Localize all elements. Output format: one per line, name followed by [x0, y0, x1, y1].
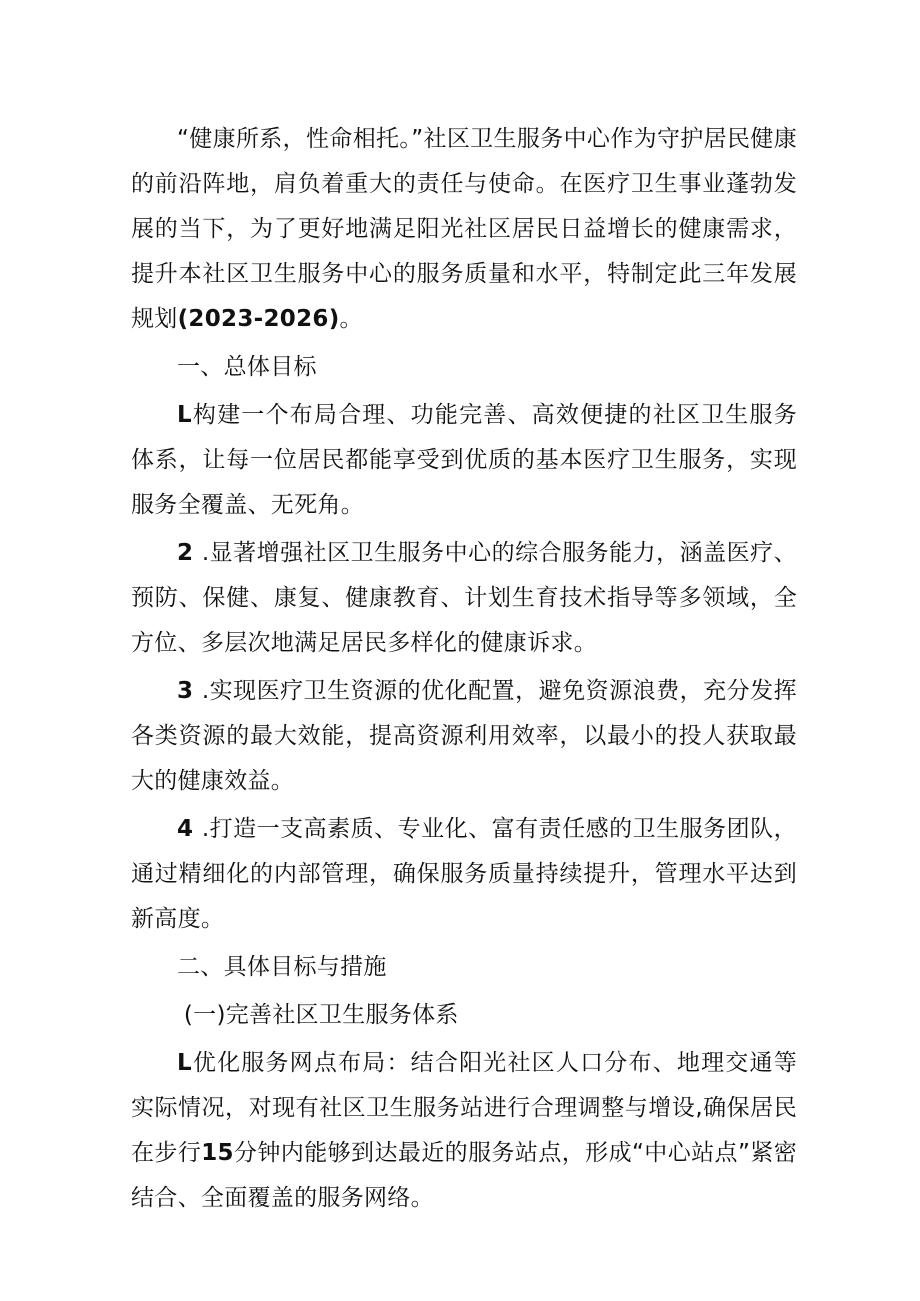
goal-item-1	[131, 393, 797, 528]
goal-text: .实现医疗卫生资源的优化配置，避免资源浪费，充分发挥各类资源的最大效能，提高资源利用效率，以最小的投人获取最大的健康效益。	[131, 678, 797, 794]
measure-item-1	[131, 1041, 797, 1221]
measure-text-before: 优化服务网点布局：结合阳光社区人口分布、地理交通等实际情况，对现有社区卫生服务站进行合理调整与增设,确保居民在步行	[131, 1050, 797, 1166]
plan-period: (2023-2026)	[177, 306, 340, 332]
goal-text: 构建一个布局合理、功能完善、高效便捷的社区卫生服务体系，让每一位居民都能享受到优质的基本医疗卫生服务，实现服务全覆盖、无死角。	[131, 402, 797, 518]
measure-text-after: 分钟内能够到达最近的服务站点，形成“中心站点”紧密结合、全面覆盖的服务网络。	[131, 1140, 797, 1211]
goal-number: 2	[177, 540, 202, 566]
goal-number: 4	[177, 816, 202, 842]
subsection-heading-service-system: (一)完善社区卫生服务体系	[183, 1002, 459, 1028]
measure-number: L	[177, 1050, 192, 1076]
intro-text: “健康所系，性命相托。”社区卫生服务中心作为守护居民健康的前沿阵地，肩负着重大的责任与使命。在医疗卫生事业蓬勃发展的当下，为了更好地满足阳光社区居民日益增长的健康需求，提升本社区卫生服务中心的服务质量和水平，特制定此三年发展规划	[131, 126, 797, 332]
intro-paragraph	[131, 117, 797, 342]
intro-end: 。	[339, 306, 363, 332]
goal-number: 3	[177, 678, 202, 704]
goal-item-4	[131, 807, 797, 942]
goal-text: .打造一支高素质、专业化、富有责任感的卫生服务团队，通过精细化的内部管理，确保服务质量持续提升，管理水平达到新高度。	[131, 816, 797, 932]
goal-number: L	[177, 402, 192, 428]
goal-text: .显著增强社区卫生服务中心的综合服务能力，涵盖医疗、预防、保健、康复、健康教育、计划生育技术指导等多领域，全方位、多层次地满足居民多样化的健康诉求。	[131, 540, 797, 656]
document-body	[131, 117, 797, 1221]
goal-item-2	[131, 531, 797, 666]
section-heading-overall-goals: 一、总体目标	[177, 354, 317, 380]
walking-minutes: 15	[201, 1140, 234, 1166]
section-heading-specific-goals: 二、具体目标与措施	[177, 954, 387, 980]
goal-item-3	[131, 669, 797, 804]
